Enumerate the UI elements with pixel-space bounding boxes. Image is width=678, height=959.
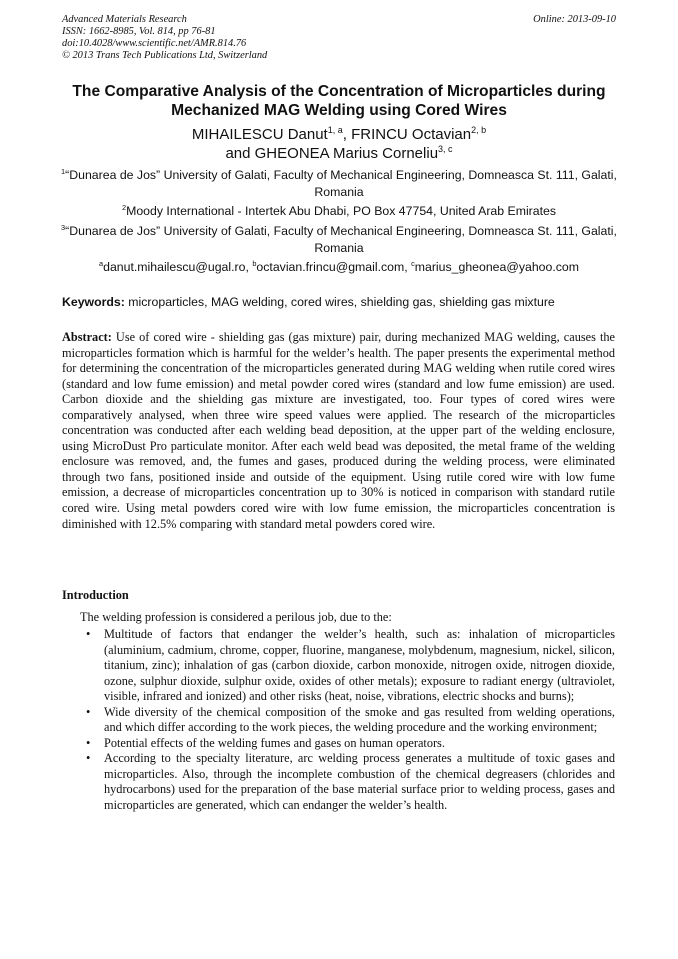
author-name: FRINCU Octavian: [351, 126, 472, 143]
author-name: GHEONEA Marius Corneliu: [254, 145, 439, 162]
affiliation-text: “Dunarea de Jos” University of Galati, Faculty of Mechanical Engineering, Domneasca St. 111, Galati, Romania: [65, 224, 617, 255]
abstract-label: Abstract:: [62, 330, 112, 344]
author-list: [40, 125, 638, 163]
copyright-line: © 2013 Trans Tech Publications Ltd, Switzerland: [62, 50, 268, 61]
list-item: [62, 627, 615, 705]
email-sup: a: [99, 258, 104, 268]
doi-line: doi:10.4028/www.scientific.net/AMR.814.76: [62, 38, 247, 49]
list-item-text: According to the specialty literature, arc welding process generates a multitude of toxic gases and microparticles. Also, through the incomplete combustion of the chemical degreasers (chlorides and hydrocarbons) used for the preparation of the base material surface prior to welding process, gases and microparticles are generated, which can endanger the welder’s health.: [104, 751, 615, 813]
keywords-label: Keywords:: [62, 295, 125, 309]
email-sup: b: [252, 258, 257, 268]
author-sup: 1, a: [327, 125, 343, 135]
list-item-text: Multitude of factors that endanger the welder’s health, such as: inhalation of microparticles (aluminium, cadmium, chrome, copper, fluorine, manganese, molybdenum, magnesium, nickel, silicon, titanium, zinc); inhalation of gas (carbon dioxide, carbon monoxide, nitrogen oxide, nitrogen dioxide, ozone, sulphur dioxide, sulphur oxide, oxides of other metals); exposure to radiant energy (ultraviolet, visible, infrared and ionized) and other risks (heat, noise, vibrations, electric shocks and burns);: [104, 627, 615, 704]
email-line: [60, 259, 618, 276]
affiliation-sup: 1: [61, 166, 66, 176]
affiliation-text: “Dunarea de Jos” University of Galati, Faculty of Mechanical Engineering, Domneasca St. 111, Galati, Romania: [65, 168, 617, 199]
author-conjunction: and: [225, 145, 255, 162]
keywords-text: microparticles, MAG welding, cored wires, shielding gas, shielding gas mixture: [124, 295, 555, 309]
email-address: octavian.frincu@gmail.com,: [256, 260, 412, 274]
affiliation-2: [60, 203, 618, 220]
bullet-icon: •: [86, 704, 91, 719]
author-line-2: [40, 144, 638, 163]
journal-header: [62, 14, 616, 62]
list-item-text: Wide diversity of the chemical composition of the smoke and gas resulted from welding operations, and which differ according to the work pieces, the welding procedure and the working environment;: [104, 704, 615, 735]
bullet-icon: •: [86, 751, 91, 766]
author-line-1: [40, 125, 638, 144]
email-sup: c: [411, 258, 415, 268]
list-item: [62, 705, 615, 736]
affiliation-sup: 3: [61, 222, 66, 232]
author-sup: 3, c: [438, 144, 453, 154]
list-item: [62, 751, 615, 813]
journal-name: Advanced Materials Research: [62, 14, 187, 25]
affiliation-3: [60, 223, 618, 257]
affiliation-1: [60, 167, 618, 201]
list-item-text: Potential effects of the welding fumes and gases on human operators.: [104, 735, 445, 750]
issn-line: ISSN: 1662-8985, Vol. 814, pp 76-81: [62, 26, 216, 37]
paper-title: The Comparative Analysis of the Concentration of Microparticles during Mechanized MAG Welding using Cored Wires: [72, 83, 606, 119]
abstract-text: Use of cored wire - shielding gas (gas mixture) pair, during mechanized MAG welding, causes the microparticles formation which is harmful for the welder’s health. The paper presents the experimental method for determining the concentration of the microparticles generated during MAG welding when rutile cored wires (standard and low fume emission) and metal powder cored wires (standard and low fume emission) are used. Carbon dioxide and the shielding gas mixture are investigated, too. Four types of cored wires were comparatively analysed, when three wire speed values were applied. The research of the microparticles concentration was conducted after each welding bead deposition, at the upper part of the welding enclosure, using MicroDust Pro particulate monitor. After each weld bead was deposited, the metal frame of the welding enclosure was removed, and, the fumes and gases, produced during the welding process, were eliminated through two fans, positioned inside and outside of the equipment. Using rutile cored wire with low fume emission, a decrease of microparticles concentration up to 30% is noticed in comparison with standard rutile cored wire. Using metal powders cored wire with low fume emission, the microparticles concentration is diminished with 12.5% comparing with standard metal powders cored wire.: [62, 330, 615, 531]
affiliation-text: Moody International - Intertek Abu Dhabi, PO Box 47754, United Arab Emirates: [126, 204, 557, 218]
list-item: [62, 736, 615, 752]
section-heading-introduction: Introduction: [62, 588, 129, 602]
author-sup: 2, b: [471, 125, 487, 135]
author-separator: ,: [342, 126, 352, 143]
author-name: MIHAILESCU Danut: [191, 126, 328, 143]
online-date: Online: 2013-09-10: [533, 14, 616, 25]
introduction-lead: The welding profession is considered a perilous job, due to the:: [80, 610, 392, 624]
bullet-icon: •: [86, 735, 91, 750]
keywords: [62, 294, 618, 310]
email-address: danut.mihailescu@ugal.ro,: [103, 260, 253, 274]
affiliation-sup: 2: [121, 202, 127, 212]
bullet-icon: •: [86, 627, 91, 641]
introduction-bullet-list: [62, 627, 615, 814]
email-address: marius_gheonea@yahoo.com: [414, 260, 579, 274]
abstract: [62, 330, 615, 532]
